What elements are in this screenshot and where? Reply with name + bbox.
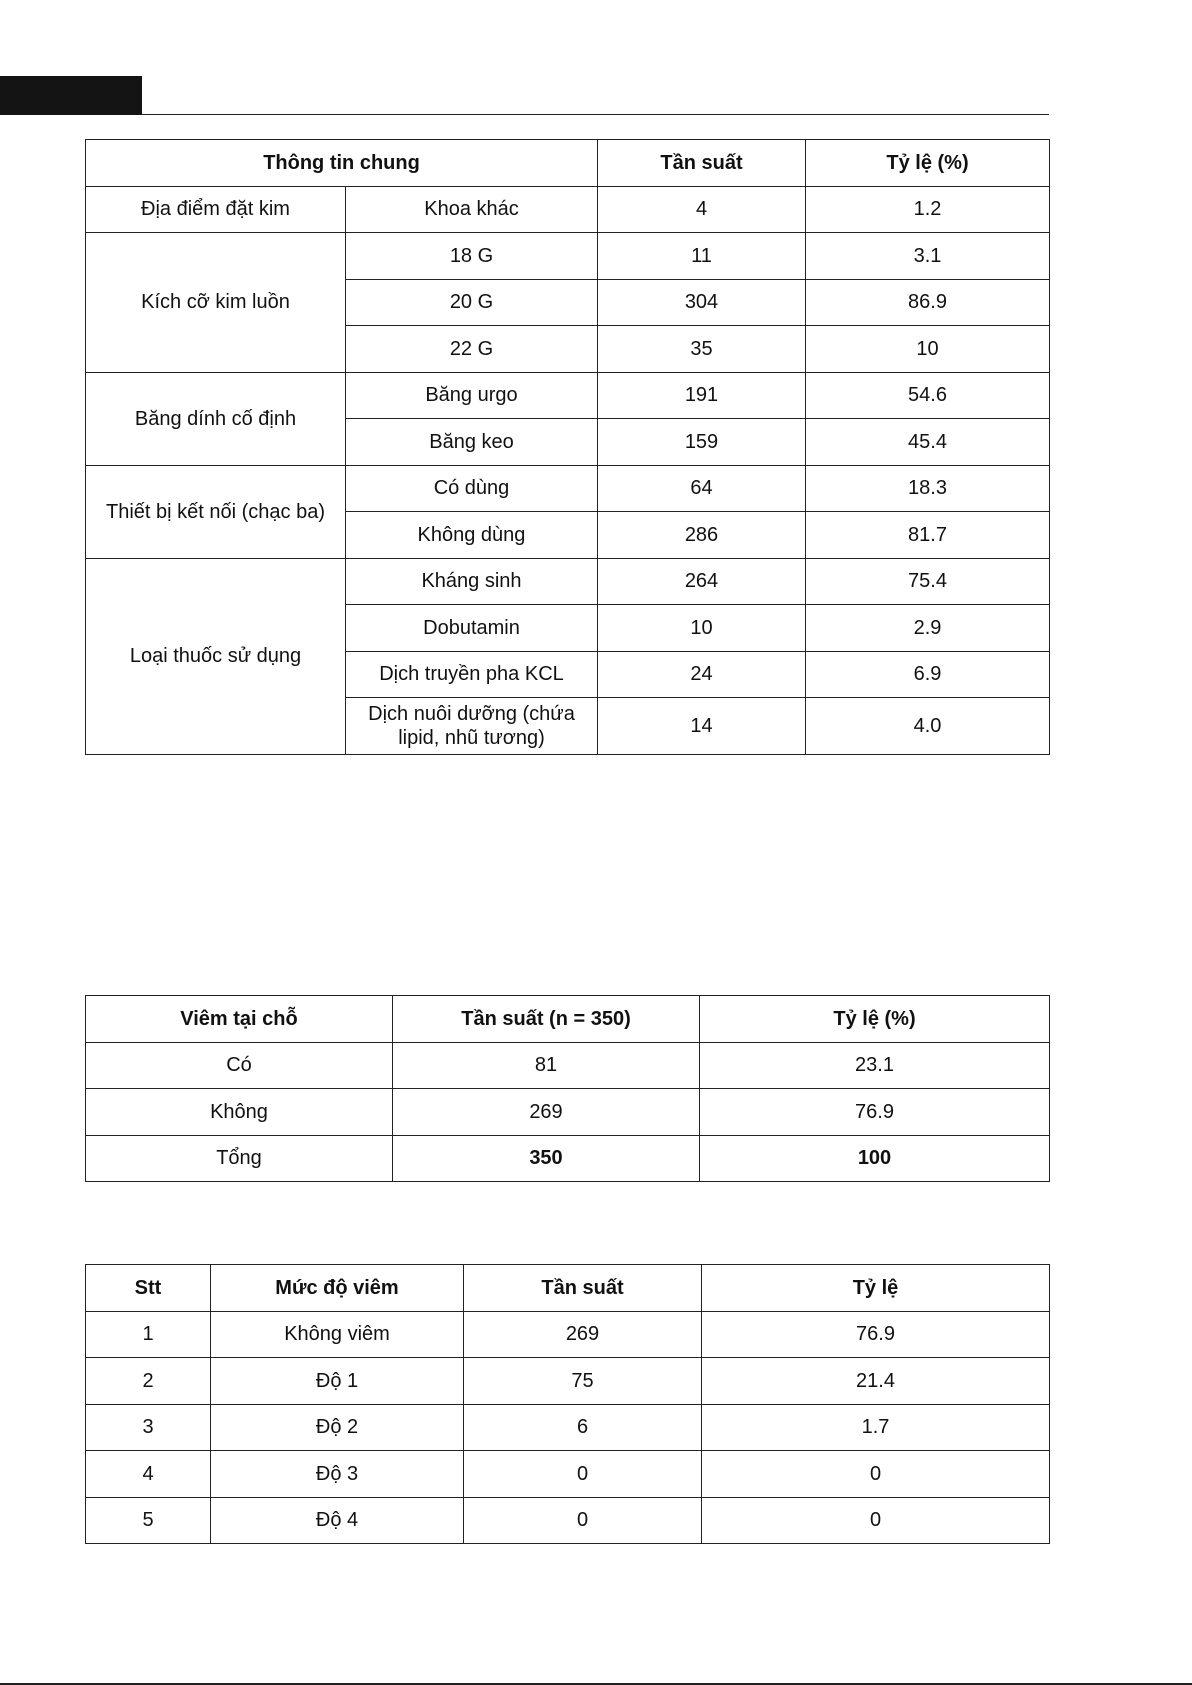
header-rule xyxy=(142,114,1049,115)
group-label: Địa điểm đặt kim xyxy=(86,186,346,233)
item-cell: Không dùng xyxy=(346,512,598,559)
level-cell: Độ 2 xyxy=(211,1404,464,1451)
group-label: Băng dính cố định xyxy=(86,372,346,465)
table-row xyxy=(86,1089,1050,1136)
table-row xyxy=(86,1042,1050,1089)
item-cell: Dobutamin xyxy=(346,605,598,652)
rate-cell: 76.9 xyxy=(700,1089,1050,1136)
group-label: Thiết bị kết nối (chạc ba) xyxy=(86,465,346,558)
table-row xyxy=(86,558,1050,605)
level-cell: Không viêm xyxy=(211,1311,464,1358)
header-rate: Tỷ lệ (%) xyxy=(806,140,1050,187)
table-row xyxy=(86,233,1050,280)
item-cell: 18 G xyxy=(346,233,598,280)
table-row xyxy=(86,1404,1050,1451)
inflammation-level-table xyxy=(85,1264,1050,1544)
freq-cell: 10 xyxy=(598,605,806,652)
freq-cell: 159 xyxy=(598,419,806,466)
total-label: Tổng xyxy=(86,1135,393,1182)
total-rate: 100 xyxy=(700,1135,1050,1182)
table-row xyxy=(86,1451,1050,1498)
rate-cell: 45.4 xyxy=(806,419,1050,466)
rate-cell: 18.3 xyxy=(806,465,1050,512)
table-header-row xyxy=(86,996,1050,1043)
rate-cell: 0 xyxy=(702,1497,1050,1544)
rate-cell: 2.9 xyxy=(806,605,1050,652)
freq-cell: 24 xyxy=(598,651,806,698)
rate-cell: 21.4 xyxy=(702,1358,1050,1405)
freq-cell: 286 xyxy=(598,512,806,559)
freq-cell: 11 xyxy=(598,233,806,280)
header-decoration-block xyxy=(0,76,142,115)
rate-cell: 81.7 xyxy=(806,512,1050,559)
freq-cell: 35 xyxy=(598,326,806,373)
freq-cell: 269 xyxy=(393,1089,700,1136)
total-row xyxy=(86,1135,1050,1182)
rate-cell: 86.9 xyxy=(806,279,1050,326)
rate-cell: 23.1 xyxy=(700,1042,1050,1089)
header-level: Mức độ viêm xyxy=(211,1265,464,1312)
header-rate: Tỷ lệ (%) xyxy=(700,996,1050,1043)
stt-cell: 2 xyxy=(86,1358,211,1405)
freq-cell: 264 xyxy=(598,558,806,605)
header-frequency: Tần suất xyxy=(464,1265,702,1312)
item-cell: 20 G xyxy=(346,279,598,326)
freq-cell: 14 xyxy=(598,698,806,755)
freq-cell: 81 xyxy=(393,1042,700,1089)
item-cell: Dịch nuôi dưỡng (chứa lipid, nhũ tương) xyxy=(346,698,598,755)
table-row xyxy=(86,1311,1050,1358)
label-cell: Không xyxy=(86,1089,393,1136)
item-cell: Có dùng xyxy=(346,465,598,512)
rate-cell: 1.7 xyxy=(702,1404,1050,1451)
table-header-row xyxy=(86,140,1050,187)
freq-cell: 304 xyxy=(598,279,806,326)
local-inflammation-table xyxy=(85,995,1050,1182)
stt-cell: 1 xyxy=(86,1311,211,1358)
rate-cell: 0 xyxy=(702,1451,1050,1498)
rate-cell: 54.6 xyxy=(806,372,1050,419)
rate-cell: 76.9 xyxy=(702,1311,1050,1358)
item-cell: Băng keo xyxy=(346,419,598,466)
table-row xyxy=(86,372,1050,419)
total-freq: 350 xyxy=(393,1135,700,1182)
item-cell: Băng urgo xyxy=(346,372,598,419)
item-cell: Kháng sinh xyxy=(346,558,598,605)
header-stt: Stt xyxy=(86,1265,211,1312)
item-cell: Khoa khác xyxy=(346,186,598,233)
stt-cell: 4 xyxy=(86,1451,211,1498)
rate-cell: 75.4 xyxy=(806,558,1050,605)
freq-cell: 75 xyxy=(464,1358,702,1405)
table-row xyxy=(86,465,1050,512)
header-general: Thông tin chung xyxy=(86,140,598,187)
item-cell: 22 G xyxy=(346,326,598,373)
label-cell: Có xyxy=(86,1042,393,1089)
level-cell: Độ 1 xyxy=(211,1358,464,1405)
freq-cell: 0 xyxy=(464,1451,702,1498)
freq-cell: 0 xyxy=(464,1497,702,1544)
freq-cell: 6 xyxy=(464,1404,702,1451)
rate-cell: 4.0 xyxy=(806,698,1050,755)
freq-cell: 64 xyxy=(598,465,806,512)
header-inflammation: Viêm tại chỗ xyxy=(86,996,393,1043)
rate-cell: 6.9 xyxy=(806,651,1050,698)
table-header-row xyxy=(86,1265,1050,1312)
freq-cell: 269 xyxy=(464,1311,702,1358)
level-cell: Độ 3 xyxy=(211,1451,464,1498)
table-row xyxy=(86,1497,1050,1544)
item-cell: Dịch truyền pha KCL xyxy=(346,651,598,698)
table-row xyxy=(86,186,1050,233)
table-row xyxy=(86,1358,1050,1405)
rate-cell: 1.2 xyxy=(806,186,1050,233)
rate-cell: 10 xyxy=(806,326,1050,373)
stt-cell: 3 xyxy=(86,1404,211,1451)
freq-cell: 4 xyxy=(598,186,806,233)
stt-cell: 5 xyxy=(86,1497,211,1544)
header-rate: Tỷ lệ xyxy=(702,1265,1050,1312)
group-label: Loại thuốc sử dụng xyxy=(86,558,346,755)
header-frequency: Tần suất (n = 350) xyxy=(393,996,700,1043)
header-frequency: Tần suất xyxy=(598,140,806,187)
rate-cell: 3.1 xyxy=(806,233,1050,280)
group-label: Kích cỡ kim luồn xyxy=(86,233,346,373)
level-cell: Độ 4 xyxy=(211,1497,464,1544)
general-info-table xyxy=(85,139,1050,755)
freq-cell: 191 xyxy=(598,372,806,419)
